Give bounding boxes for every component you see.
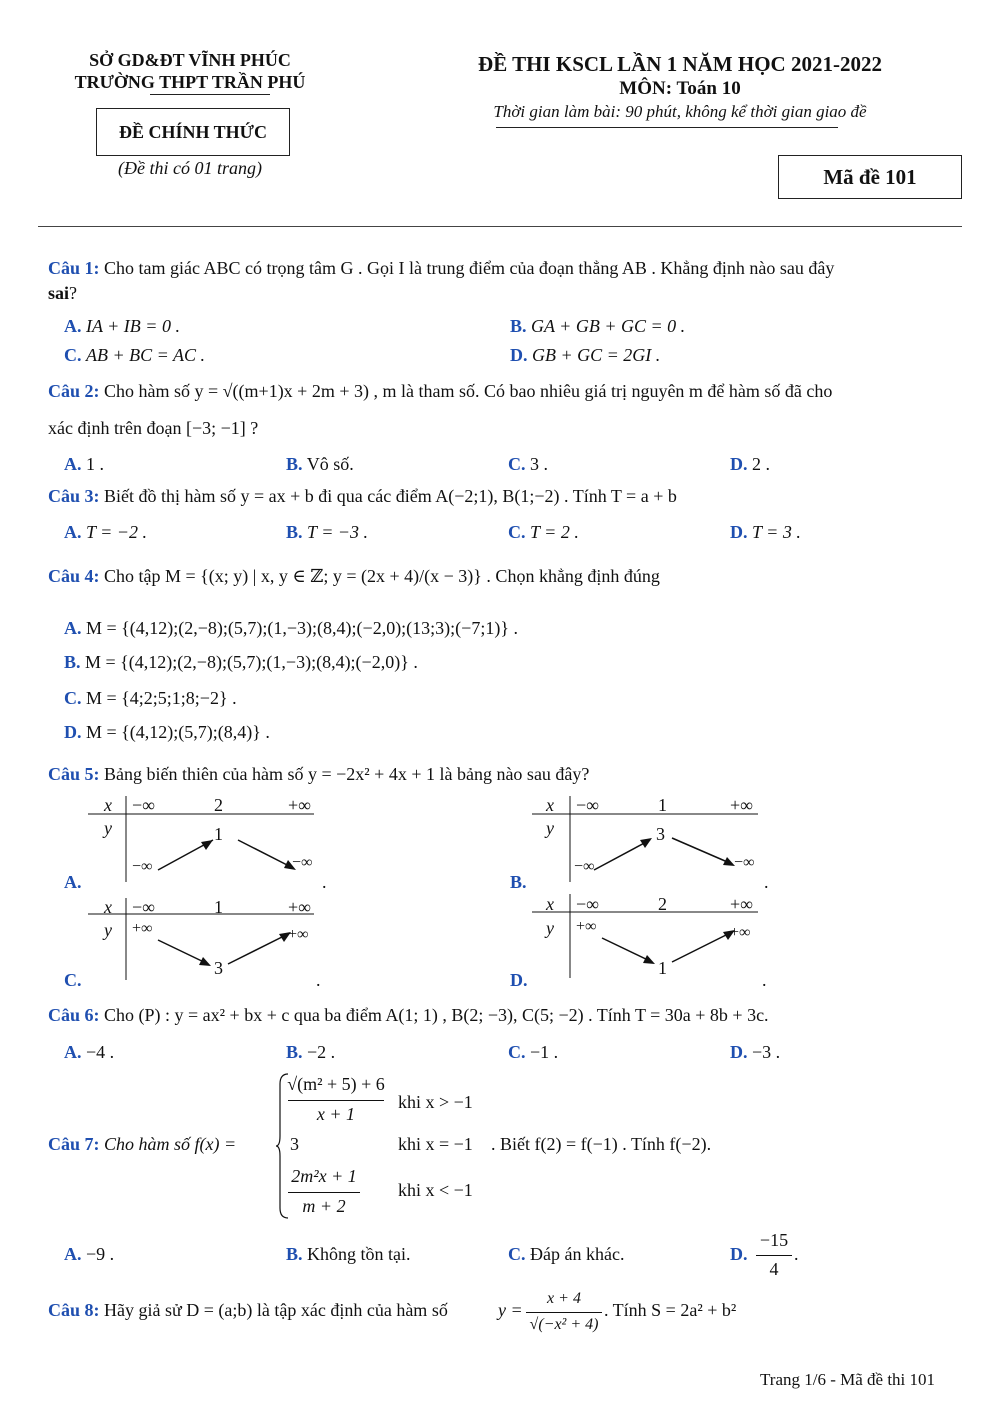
q7-case3-cond: khi x < −1: [398, 1180, 473, 1200]
q1-option-b[interactable]: B. GA + GB + GC = 0 .: [510, 316, 686, 336]
q7-text-post: . Biết f(2) = f(−1) . Tính f(−2).: [491, 1134, 712, 1154]
q4-option-c[interactable]: C. M = {4;2;5;1;8;−2} .: [64, 688, 237, 708]
q5d-c1: −∞: [576, 894, 599, 914]
q5a-c1: −∞: [132, 795, 155, 815]
q5b-y: y: [546, 818, 554, 838]
q5d-left: +∞: [576, 918, 597, 935]
q7-d-den: 4: [769, 1259, 779, 1279]
q8-frac-num: x + 4: [547, 1290, 581, 1307]
q5c-left: +∞: [132, 920, 153, 937]
official-exam-label: ĐỀ CHÍNH THỨC: [118, 122, 268, 142]
q8-frac-den: √(−x² + 4): [529, 1316, 599, 1333]
question-1-line2: sai?: [48, 283, 78, 303]
q5d-bottom: 1: [658, 958, 667, 978]
q7-case2-val: 3: [290, 1134, 299, 1154]
department-name: SỞ GD&ĐT VĨNH PHÚC: [89, 50, 291, 70]
q1-option-a[interactable]: A. IA + IB = 0 .: [64, 316, 180, 336]
exam-time-note: Thời gian làm bài: 90 phút, không kể thời gian giao đề: [493, 102, 867, 121]
q5d-right: +∞: [730, 924, 751, 941]
q4-option-a[interactable]: A. M = {(4,12);(2,−8);(5,7);(1,−3);(8,4);(−2,0);(13;3);(−7;1)} .: [64, 618, 518, 638]
q5a-top: 1: [214, 824, 223, 844]
q4-option-d[interactable]: D. M = {(4,12);(5,7);(8,4)} .: [64, 722, 270, 742]
q5a-c3: +∞: [288, 795, 311, 815]
q5a-right: −∞: [292, 854, 313, 871]
q5-option-b[interactable]: B.: [510, 872, 527, 892]
q5c-c3: +∞: [288, 897, 311, 917]
q5a-x: x: [104, 795, 112, 815]
q2-option-c[interactable]: C. 3 .: [508, 454, 548, 474]
q1-text: Cho tam giác ABC có trọng tâm G . Gọi I là trung điểm của đoạn thẳng AB . Khẳng định nào sau đây: [104, 258, 835, 278]
q5d-c3: +∞: [730, 894, 753, 914]
q7-option-a[interactable]: A. −9 .: [64, 1244, 115, 1264]
official-exam-box: [96, 108, 290, 156]
q5d-y: y: [546, 918, 554, 938]
q3-option-c[interactable]: C. T = 2 .: [508, 522, 579, 542]
q7-case1-den: x + 1: [316, 1104, 356, 1124]
q5c-bottom: 3: [214, 958, 223, 978]
question-5: Câu 5: Bảng biến thiên của hàm số y = −2x² + 4x + 1 là bảng nào sau đây?: [48, 764, 590, 784]
q1-option-d[interactable]: D. GB + GC = 2GI .: [510, 345, 661, 365]
question-8: Câu 8: Hãy giả sử D = (a;b) là tập xác định của hàm số: [48, 1300, 448, 1320]
q6-option-c[interactable]: C. −1 .: [508, 1042, 559, 1062]
q5c-right: +∞: [288, 926, 309, 943]
q6-option-a[interactable]: A. −4 .: [64, 1042, 115, 1062]
question-1: Câu 1: Cho tam giác ABC có trọng tâm G . Gọi I là trung điểm của đoạn thẳng AB . Khẳng định nào sau đây: [48, 258, 835, 278]
exam-subject: MÔN: Toán 10: [619, 78, 741, 99]
q6-option-d[interactable]: D. −3 .: [730, 1042, 781, 1062]
q5b-right: −∞: [734, 854, 755, 871]
q7-option-b[interactable]: B. Không tồn tại.: [286, 1244, 411, 1264]
page-footer: Trang 1/6 - Mã đề thi 101: [760, 1370, 936, 1389]
exam-title: ĐỀ THI KSCL LẦN 1 NĂM HỌC 2021-2022: [478, 52, 882, 76]
q5-text: Bảng biến thiên của hàm số y = −2x² + 4x + 1 là bảng nào sau đây?: [104, 764, 590, 784]
q5-option-d[interactable]: D.: [510, 970, 528, 990]
q3-text: Biết đồ thị hàm số y = ax + b đi qua các điểm A(−2;1), B(1;−2) . Tính T = a + b: [104, 486, 677, 506]
school-name: TRƯỜNG THPT TRẦN PHÚ: [74, 72, 306, 92]
q5c-c2: 1: [214, 897, 223, 917]
q6-option-b[interactable]: B. −2 .: [286, 1042, 336, 1062]
question-3: Câu 3: Biết đồ thị hàm số y = ax + b đi qua các điểm A(−2;1), B(1;−2) . Tính T = a + b: [48, 486, 677, 506]
q7-d-num: −15: [759, 1230, 789, 1250]
q3-option-b[interactable]: B. T = −3 .: [286, 522, 368, 542]
question-2-line2: xác định trên đoạn [−3; −1] ?: [48, 418, 259, 438]
exam-code-label: Mã đề 101: [823, 165, 917, 189]
q5a-c2: 2: [214, 795, 223, 815]
question-6: Câu 6: Cho (P) : y = ax² + bx + c qua ba điểm A(1; 1) , B(2; −3), C(5; −2) . Tính T = 30a + 8b + 3c.: [48, 1005, 769, 1025]
school-underline: [150, 94, 270, 95]
q5b-c2: 1: [658, 795, 667, 815]
q5a-left: −∞: [132, 858, 153, 875]
q2-option-b[interactable]: B. Vô số.: [286, 454, 354, 474]
question-2: Câu 2: Cho hàm số y = √((m+1)x + 2m + 3) , m là tham số. Có bao nhiêu giá trị nguyên m để hàm số đã cho: [48, 381, 833, 401]
q5-option-c[interactable]: C.: [64, 970, 82, 990]
q5b-x: x: [546, 795, 554, 815]
q8-y-eq: y =: [498, 1300, 523, 1320]
q4-option-b[interactable]: B. M = {(4,12);(2,−8);(5,7);(1,−3);(8,4);(−2,0)} .: [64, 652, 418, 672]
q7-case3-num: 2m²x + 1: [291, 1166, 357, 1186]
q5b-top: 3: [656, 824, 665, 844]
q8-text2: . Tính S = 2a² + b²: [604, 1300, 737, 1320]
question-7: Câu 7: Cho hàm số f(x) =: [48, 1134, 237, 1154]
q6-text: Cho (P) : y = ax² + bx + c qua ba điểm A(1; 1) , B(2; −3), C(5; −2) . Tính T = 30a + 8b + 3c.: [104, 1005, 769, 1025]
q7-case1-cond: khi x > −1: [398, 1092, 473, 1112]
q4-text: Cho tập M = {(x; y) | x, y ∈ ℤ; y = (2x + 4)/(x − 3)} . Chọn khẳng định đúng: [104, 566, 660, 586]
q5c-x: x: [104, 897, 112, 917]
q5-option-a[interactable]: A.: [64, 872, 82, 892]
q5c-y: y: [104, 920, 112, 940]
time-underline: [496, 127, 838, 128]
q3-option-d[interactable]: D. T = 3 .: [730, 522, 801, 542]
q5d-c2: 2: [658, 894, 667, 914]
q3-option-a[interactable]: A. T = −2 .: [64, 522, 147, 542]
q5b-left: −∞: [574, 858, 595, 875]
q2-option-d[interactable]: D. 2 .: [730, 454, 770, 474]
q5b-c3: +∞: [730, 795, 753, 815]
q7-option-d[interactable]: D.: [730, 1244, 748, 1264]
q1-option-c[interactable]: C. AB + BC = AC .: [64, 345, 205, 365]
q5d-x: x: [546, 894, 554, 914]
q7-option-c[interactable]: C. Đáp án khác.: [508, 1244, 625, 1264]
exam-code-box: [778, 155, 962, 199]
q5a-y: y: [104, 818, 112, 838]
q7-case2-cond: khi x = −1: [398, 1134, 473, 1154]
q2-option-a[interactable]: A. 1 .: [64, 454, 104, 474]
question-4: Câu 4: Cho tập M = {(x; y) | x, y ∈ ℤ; y = (2x + 4)/(x − 3)} . Chọn khẳng định đúng: [48, 566, 660, 586]
page-count-note: (Đề thi có 01 trang): [118, 158, 262, 178]
q7-case3-den: m + 2: [302, 1196, 346, 1216]
q8-text: Hãy giả sử D = (a;b) là tập xác định của hàm số: [104, 1300, 448, 1320]
q5b-c1: −∞: [576, 795, 599, 815]
q7-case1-num: √(m² + 5) + 6: [287, 1074, 385, 1094]
q5c-c1: −∞: [132, 897, 155, 917]
q2-text: Cho hàm số y = √((m+1)x + 2m + 3) , m là tham số. Có bao nhiêu giá trị nguyên m để hàm số đã cho: [104, 381, 833, 401]
header-divider: [38, 226, 962, 227]
